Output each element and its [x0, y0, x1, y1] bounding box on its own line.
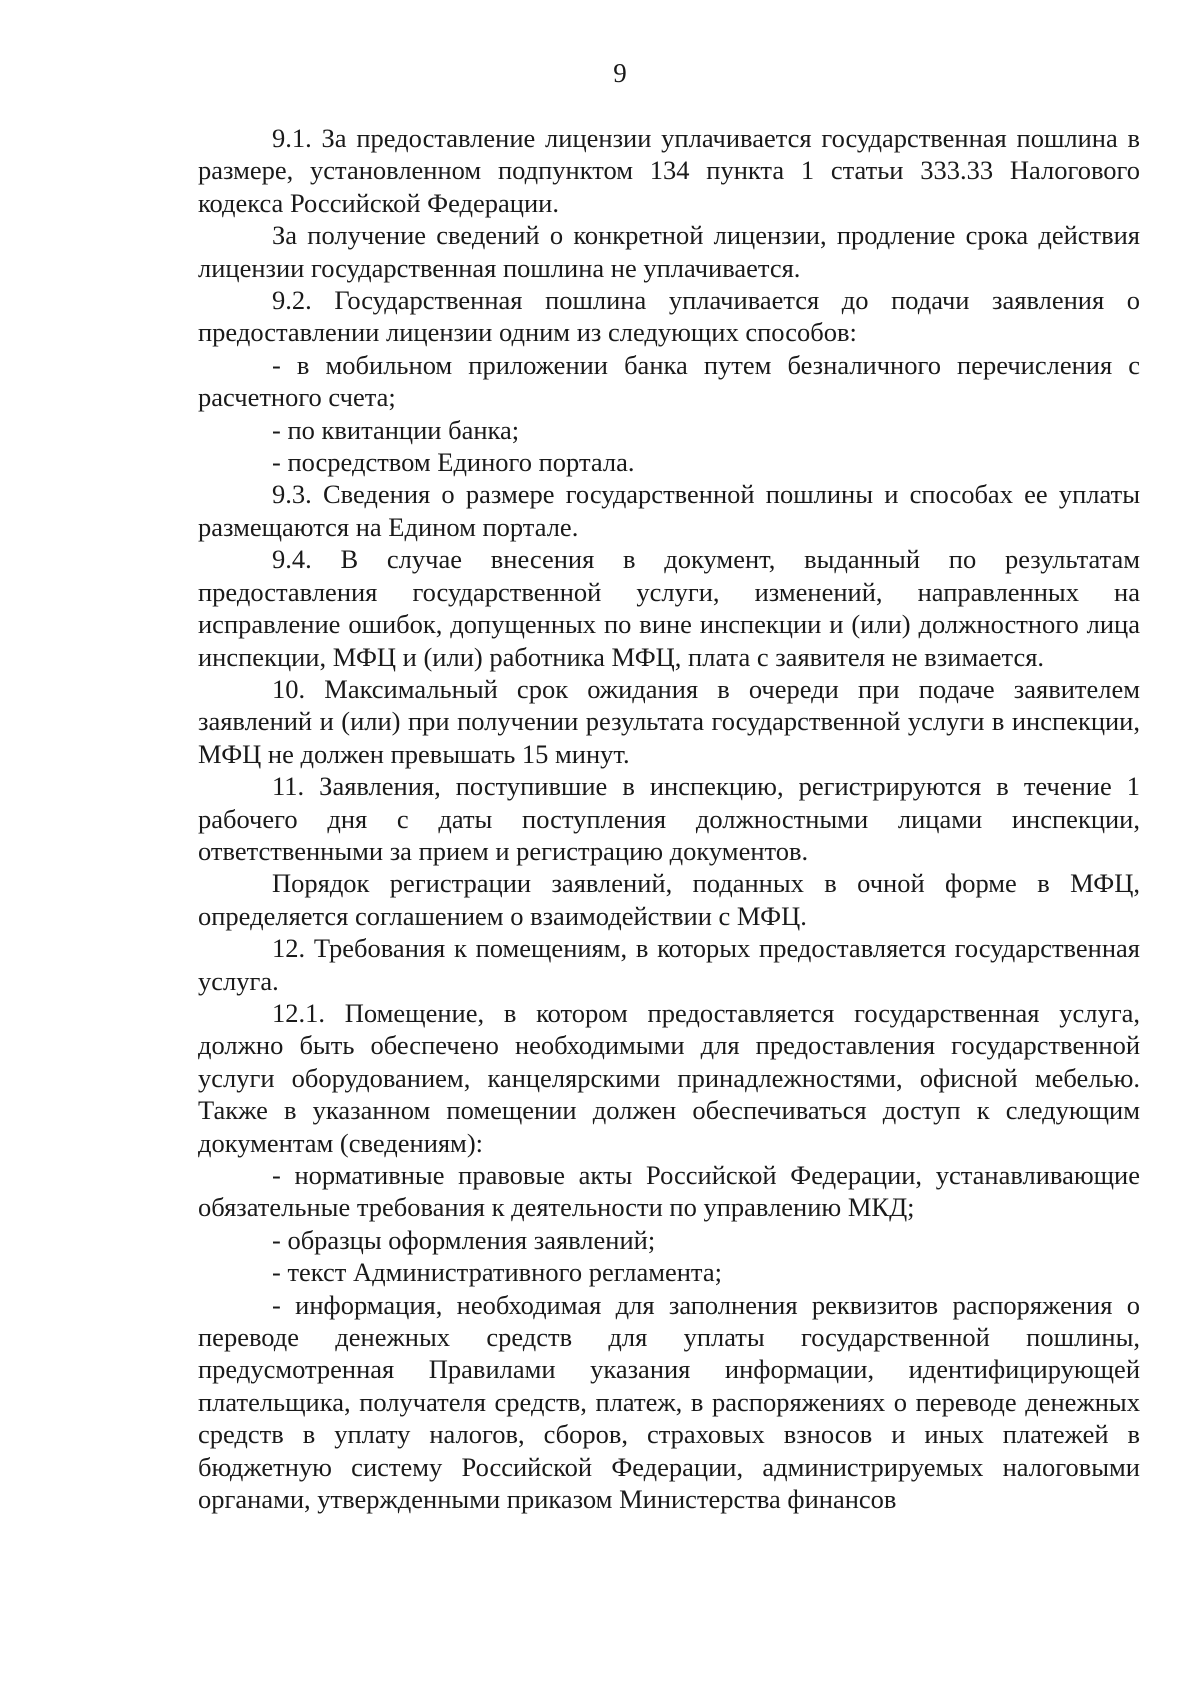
paragraph-9-2: 9.2. Государственная пошлина уплачивается до подачи заявления о предоставлении лицензии одним из следующих способов:: [198, 285, 1140, 348]
paragraph-12-1: 12.1. Помещение, в котором предоставляется государственная услуга, должно быть обеспечено необходимыми для предоставления государственной услуги оборудованием, канцелярскими принадлежностями, офисной мебелью. Также в указанном помещении должен обеспечиваться доступ к следующим документам (сведениям):: [198, 997, 1140, 1158]
paragraph-12: 12. Требования к помещениям, в которых предоставляется государственная услуга.: [198, 933, 1140, 996]
paragraph-11: 11. Заявления, поступившие в инспекцию, регистрируются в течение 1 рабочего дня с даты поступления должностными лицами инспекции, ответственными за прием и регистрацию документов.: [198, 771, 1140, 866]
list-item-normative-acts: - нормативные правовые акты Российской Федерации, устанавливающие обязательные требования к деятельности по управлению МКД;: [198, 1160, 1140, 1223]
list-item-application-samples: - образцы оформления заявлений;: [272, 1224, 656, 1255]
paragraph-10: 10. Максимальный срок ожидания в очереди при подаче заявителем заявлений и (или) при получении результата государственной услуги в инспекции, МФЦ не должен превышать 15 минут.: [198, 673, 1140, 769]
paragraph-11-registration: Порядок регистрации заявлений, поданных в очной форме в МФЦ, определяется соглашением о взаимодействии с МФЦ.: [198, 868, 1140, 931]
list-item-payment-information: - информация, необходимая для заполнения реквизитов распоряжения о переводе денежных средств для уплаты государственной пошлины, предусмотренная Правилами указания информации, идентифицирующей плательщика, получателя средств, платеж, в распоряжениях о переводе денежных средств в уплату налогов, сборов, страховых взносов и иных платежей в бюджетную систему Российской Федерации, администрируемых налоговыми органами, утвержденными приказом Министерства финансов: [198, 1289, 1140, 1515]
list-item-mobile-app: - в мобильном приложении банка путем безналичного перечисления с расчетного счета;: [198, 349, 1140, 413]
paragraph-9-1: 9.1. За предоставление лицензии уплачивается государственная пошлина в размере, установленном подпунктом 134 пункта 1 статьи 333.33 Налогового кодекса Российской Федерации.: [198, 123, 1140, 218]
document-body: [198, 122, 1140, 1515]
page-number: 9: [613, 58, 627, 88]
list-item-regulation-text: - текст Административного регламента;: [272, 1257, 722, 1288]
list-item-unified-portal: - посредством Единого портала.: [272, 447, 635, 478]
paragraph-9-4: 9.4. В случае внесения в документ, выданный по результатам предоставления государственной услуги, изменений, направленных на исправление ошибок, допущенных по вине инспекции и (или) должностного лица инспекции, МФЦ и (или) работника МФЦ, плата с заявителя не взимается.: [198, 544, 1140, 672]
paragraph-9-3: 9.3. Сведения о размере государственной пошлины и способах ее уплаты размещаются на Едином портале.: [198, 479, 1140, 542]
list-item-bank-receipt: - по квитанции банка;: [272, 414, 520, 445]
paragraph-9-1-note: За получение сведений о конкретной лицензии, продление срока действия лицензии государственная пошлина не уплачивается.: [198, 220, 1140, 283]
